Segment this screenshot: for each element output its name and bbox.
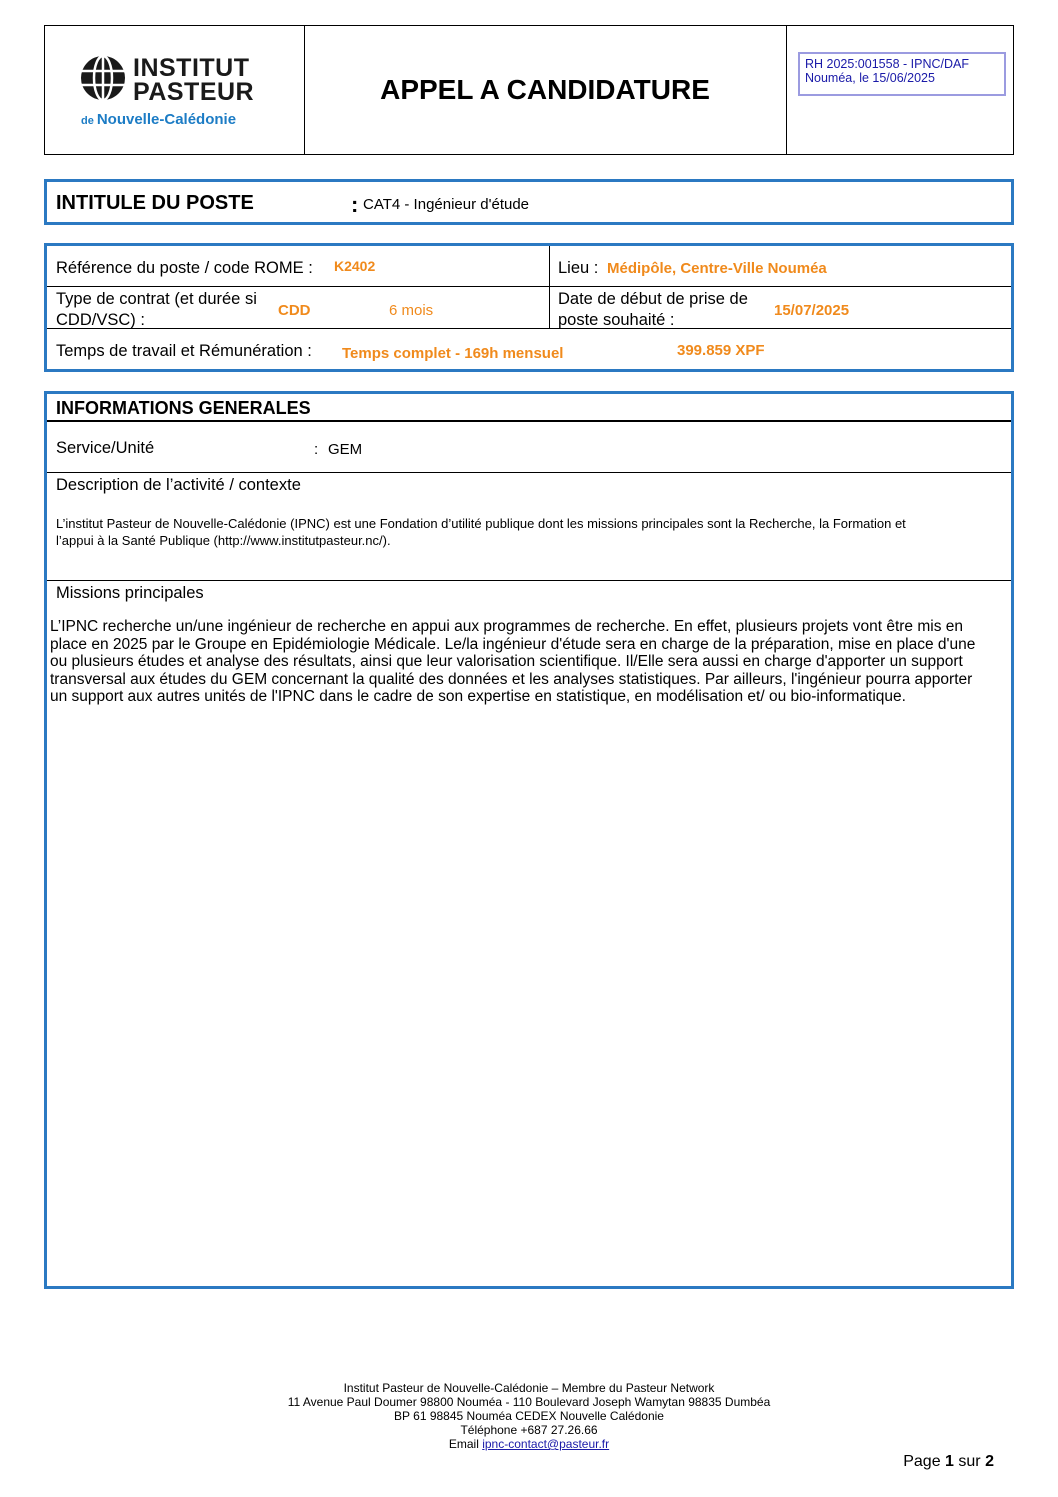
- page-of: sur: [958, 1453, 981, 1470]
- general-info-title: INFORMATIONS GENERALES: [56, 398, 311, 418]
- missions-line: ou plusieurs études et analyse des résultats, ainsi que leur valorisation scientifique. Il/Elle sera aussi en charge d'apporter un support: [50, 653, 963, 670]
- section-divider: [47, 420, 1011, 422]
- contract-label-2: CDD/VSC) :: [56, 311, 145, 329]
- email-label: Email: [448, 1437, 479, 1451]
- page-title: APPEL A CANDIDATURE: [380, 74, 710, 105]
- logo-line1: INSTITUT: [133, 54, 250, 82]
- job-title-label: INTITULE DU POSTE: [56, 192, 254, 214]
- row-divider: [47, 472, 1011, 473]
- description-line: l’appui à la Santé Publique (http://www.institutpasteur.nc/).: [56, 533, 391, 548]
- description-label: Description de l’activité / contexte: [56, 476, 301, 494]
- lieu-label: Lieu :: [558, 259, 599, 277]
- start-date-label-2: poste souhaité :: [558, 311, 675, 329]
- start-date-label-1: Date de début de prise de: [558, 290, 748, 308]
- job-title-value: CAT4 - Ingénieur d'étude: [363, 196, 530, 213]
- missions-line: un support aux autres unités de l'IPNC dans le cadre de son expertise en statistique, en modélisation et/ ou bio-informatique.: [50, 688, 906, 705]
- reference-box: [798, 52, 1006, 96]
- missions-line: transversal aux études du GEM concernant la qualité des données et les analyses statistiques. Par ailleurs, l'ingénieur pourra apporter: [50, 670, 973, 688]
- row-divider: [47, 328, 1011, 329]
- start-date-value: 15/07/2025: [774, 302, 850, 319]
- title-cell: [304, 26, 787, 154]
- service-label: Service/Unité: [56, 439, 155, 457]
- general-info-section: [44, 391, 1014, 1289]
- row-divider: [47, 286, 1011, 287]
- reference-label: Référence du poste / code ROME :: [56, 259, 313, 277]
- salary-value: 399.859 XPF: [677, 342, 765, 359]
- logo-subtitle: [81, 111, 236, 128]
- contract-label-1: Type de contrat (et durée si: [56, 290, 257, 308]
- description-line: L’institut Pasteur de Nouvelle-Calédonie (IPNC) est une Fondation d’utilité publique dont les missions principales sont la Recherche, la Formation et: [56, 516, 906, 531]
- contract-duration: 6 mois: [389, 302, 434, 319]
- footer: [200, 1381, 858, 1451]
- footer-line: 11 Avenue Paul Doumer 98800 Nouméa - 110 Boulevard Joseph Wamytan 98835 Dumbéa: [287, 1395, 771, 1409]
- document-header: [44, 25, 1014, 155]
- email-link[interactable]: ipnc-contact@pasteur.fr: [482, 1437, 610, 1451]
- footer-line: BP 61 98845 Nouméa CEDEX Nouvelle Calédonie: [394, 1409, 664, 1423]
- logo-cell: [45, 26, 305, 154]
- lieu-value: Médipôle, Centre-Ville Nouméa: [607, 260, 827, 277]
- page-current: 1: [945, 1453, 954, 1470]
- row-divider: [47, 580, 1011, 581]
- service-colon: :: [314, 441, 319, 458]
- reference-date: Nouméa, le 15/06/2025: [805, 71, 935, 85]
- logo-sub-name: Nouvelle-Calédonie: [96, 111, 237, 128]
- worktime-label: Temps de travail et Rémunération :: [56, 342, 312, 360]
- footer-email-line: [200, 1437, 858, 1451]
- missions-text: [50, 618, 1012, 706]
- footer-line: Téléphone +687 27.26.66: [460, 1423, 598, 1437]
- page-total: 2: [985, 1453, 994, 1470]
- footer-line: Institut Pasteur de Nouvelle-Calédonie – Membre du Pasteur Network: [343, 1381, 715, 1395]
- missions-line: place en 2025 par le Groupe en Epidémiologie Médicale. Le/la ingénieur d'étude sera en charge de la préparation, mise en place d'une: [50, 635, 976, 653]
- page-number: [880, 1453, 994, 1471]
- worktime-value: Temps complet - 169h mensuel: [342, 345, 564, 362]
- contract-value: CDD: [278, 302, 311, 319]
- globe-icon: [79, 54, 127, 102]
- logo-line2: PASTEUR: [133, 78, 255, 106]
- service-value: GEM: [328, 441, 363, 458]
- institut-pasteur-logo: [77, 52, 277, 132]
- description-text: [56, 515, 906, 549]
- job-details-table: [44, 243, 1014, 372]
- logo-sub-de: de: [81, 115, 94, 127]
- column-divider: [549, 246, 550, 328]
- missions-label: Missions principales: [56, 584, 204, 602]
- reference-value: K2402: [334, 258, 376, 274]
- missions-line: L’IPNC recherche un/une ingénieur de recherche en appui aux programmes de recherche. En effet, plusieurs projets vont être mis en: [50, 618, 964, 635]
- reference-number: RH 2025:001558 - IPNC/DAF: [805, 57, 969, 71]
- page-word: Page: [903, 1453, 941, 1470]
- job-title-box: [44, 179, 1014, 225]
- job-title-colon: :: [351, 192, 359, 217]
